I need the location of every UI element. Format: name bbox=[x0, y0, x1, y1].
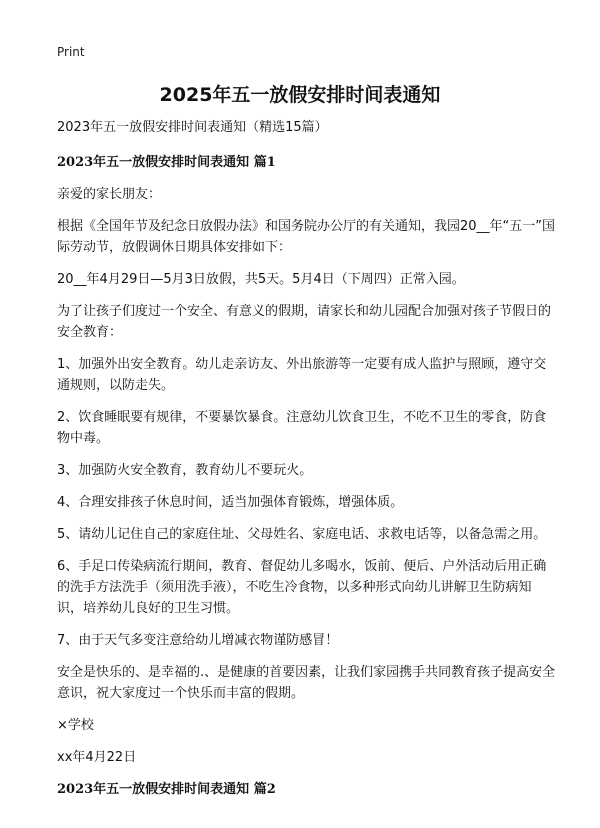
signature: ×学校 bbox=[57, 718, 94, 733]
list-item: 1、加强外出安全教育。幼儿走亲访友、外出旅游等一定要有成人监护与照顾，遵守交通规则，以防走失。 bbox=[57, 357, 547, 393]
section-heading-1: 2023年五一放假安排时间表通知 篇1 bbox=[57, 155, 276, 170]
print-label: Print bbox=[57, 45, 85, 59]
list-item: 4、合理安排孩子休息时间，适当加强体育锻炼，增强体质。 bbox=[57, 495, 404, 510]
date: xx年4月22日 bbox=[57, 750, 137, 765]
list-item: 5、请幼儿记住自己的家庭住址、父母姓名、家庭电话、求救电话等，以备急需之用。 bbox=[57, 527, 547, 542]
greeting: 亲爱的家长朋友： bbox=[57, 187, 162, 202]
page-title: 2025年五一放假安排时间表通知 bbox=[159, 84, 441, 106]
list-item: 7、由于天气多变注意给幼儿增减衣物谨防感冒！ bbox=[57, 633, 339, 648]
paragraph: 20__年4月29日—5月3日放假，共5天。5月4日（下周四）正常入园。 bbox=[57, 272, 465, 287]
list-item: 6、手足口传染病流行期间，教育、督促幼儿多喝水，饭前、便后、户外活动后用正确的洗手方法洗手（须用洗手液），不吃生冷食物，以多种形式向幼儿讲解卫生防病知识，培养幼儿良好的卫生习惯。 bbox=[57, 559, 547, 616]
section-heading-2: 2023年五一放假安排时间表通知 篇2 bbox=[57, 782, 276, 797]
list-item: 2、饮食睡眠要有规律，不要暴饮暴食。注意幼儿饮食卫生，不吃不卫生的零食，防食物中毒。 bbox=[57, 410, 547, 446]
closing-paragraph: 安全是快乐的、是幸福的.、是健康的首要因素，让我们家园携手共同教育孩子提高安全意识，祝大家度过一个快乐而丰富的假期。 bbox=[57, 665, 556, 701]
document-body bbox=[57, 117, 557, 811]
list-item: 3、加强防火安全教育，教育幼儿不要玩火。 bbox=[57, 463, 313, 478]
paragraph: 为了让孩子们度过一个安全、有意义的假期，请家长和幼儿园配合加强对孩子节假日的安全教育： bbox=[57, 304, 552, 340]
paragraph: 根据《全国年节及纪念日放假办法》和国务院办公厅的有关通知，我园20__年“五一”国际劳动节，放假调休日期具体安排如下： bbox=[57, 219, 556, 255]
document-subtitle: 2023年五一放假安排时间表通知（精选15篇） bbox=[57, 120, 328, 135]
